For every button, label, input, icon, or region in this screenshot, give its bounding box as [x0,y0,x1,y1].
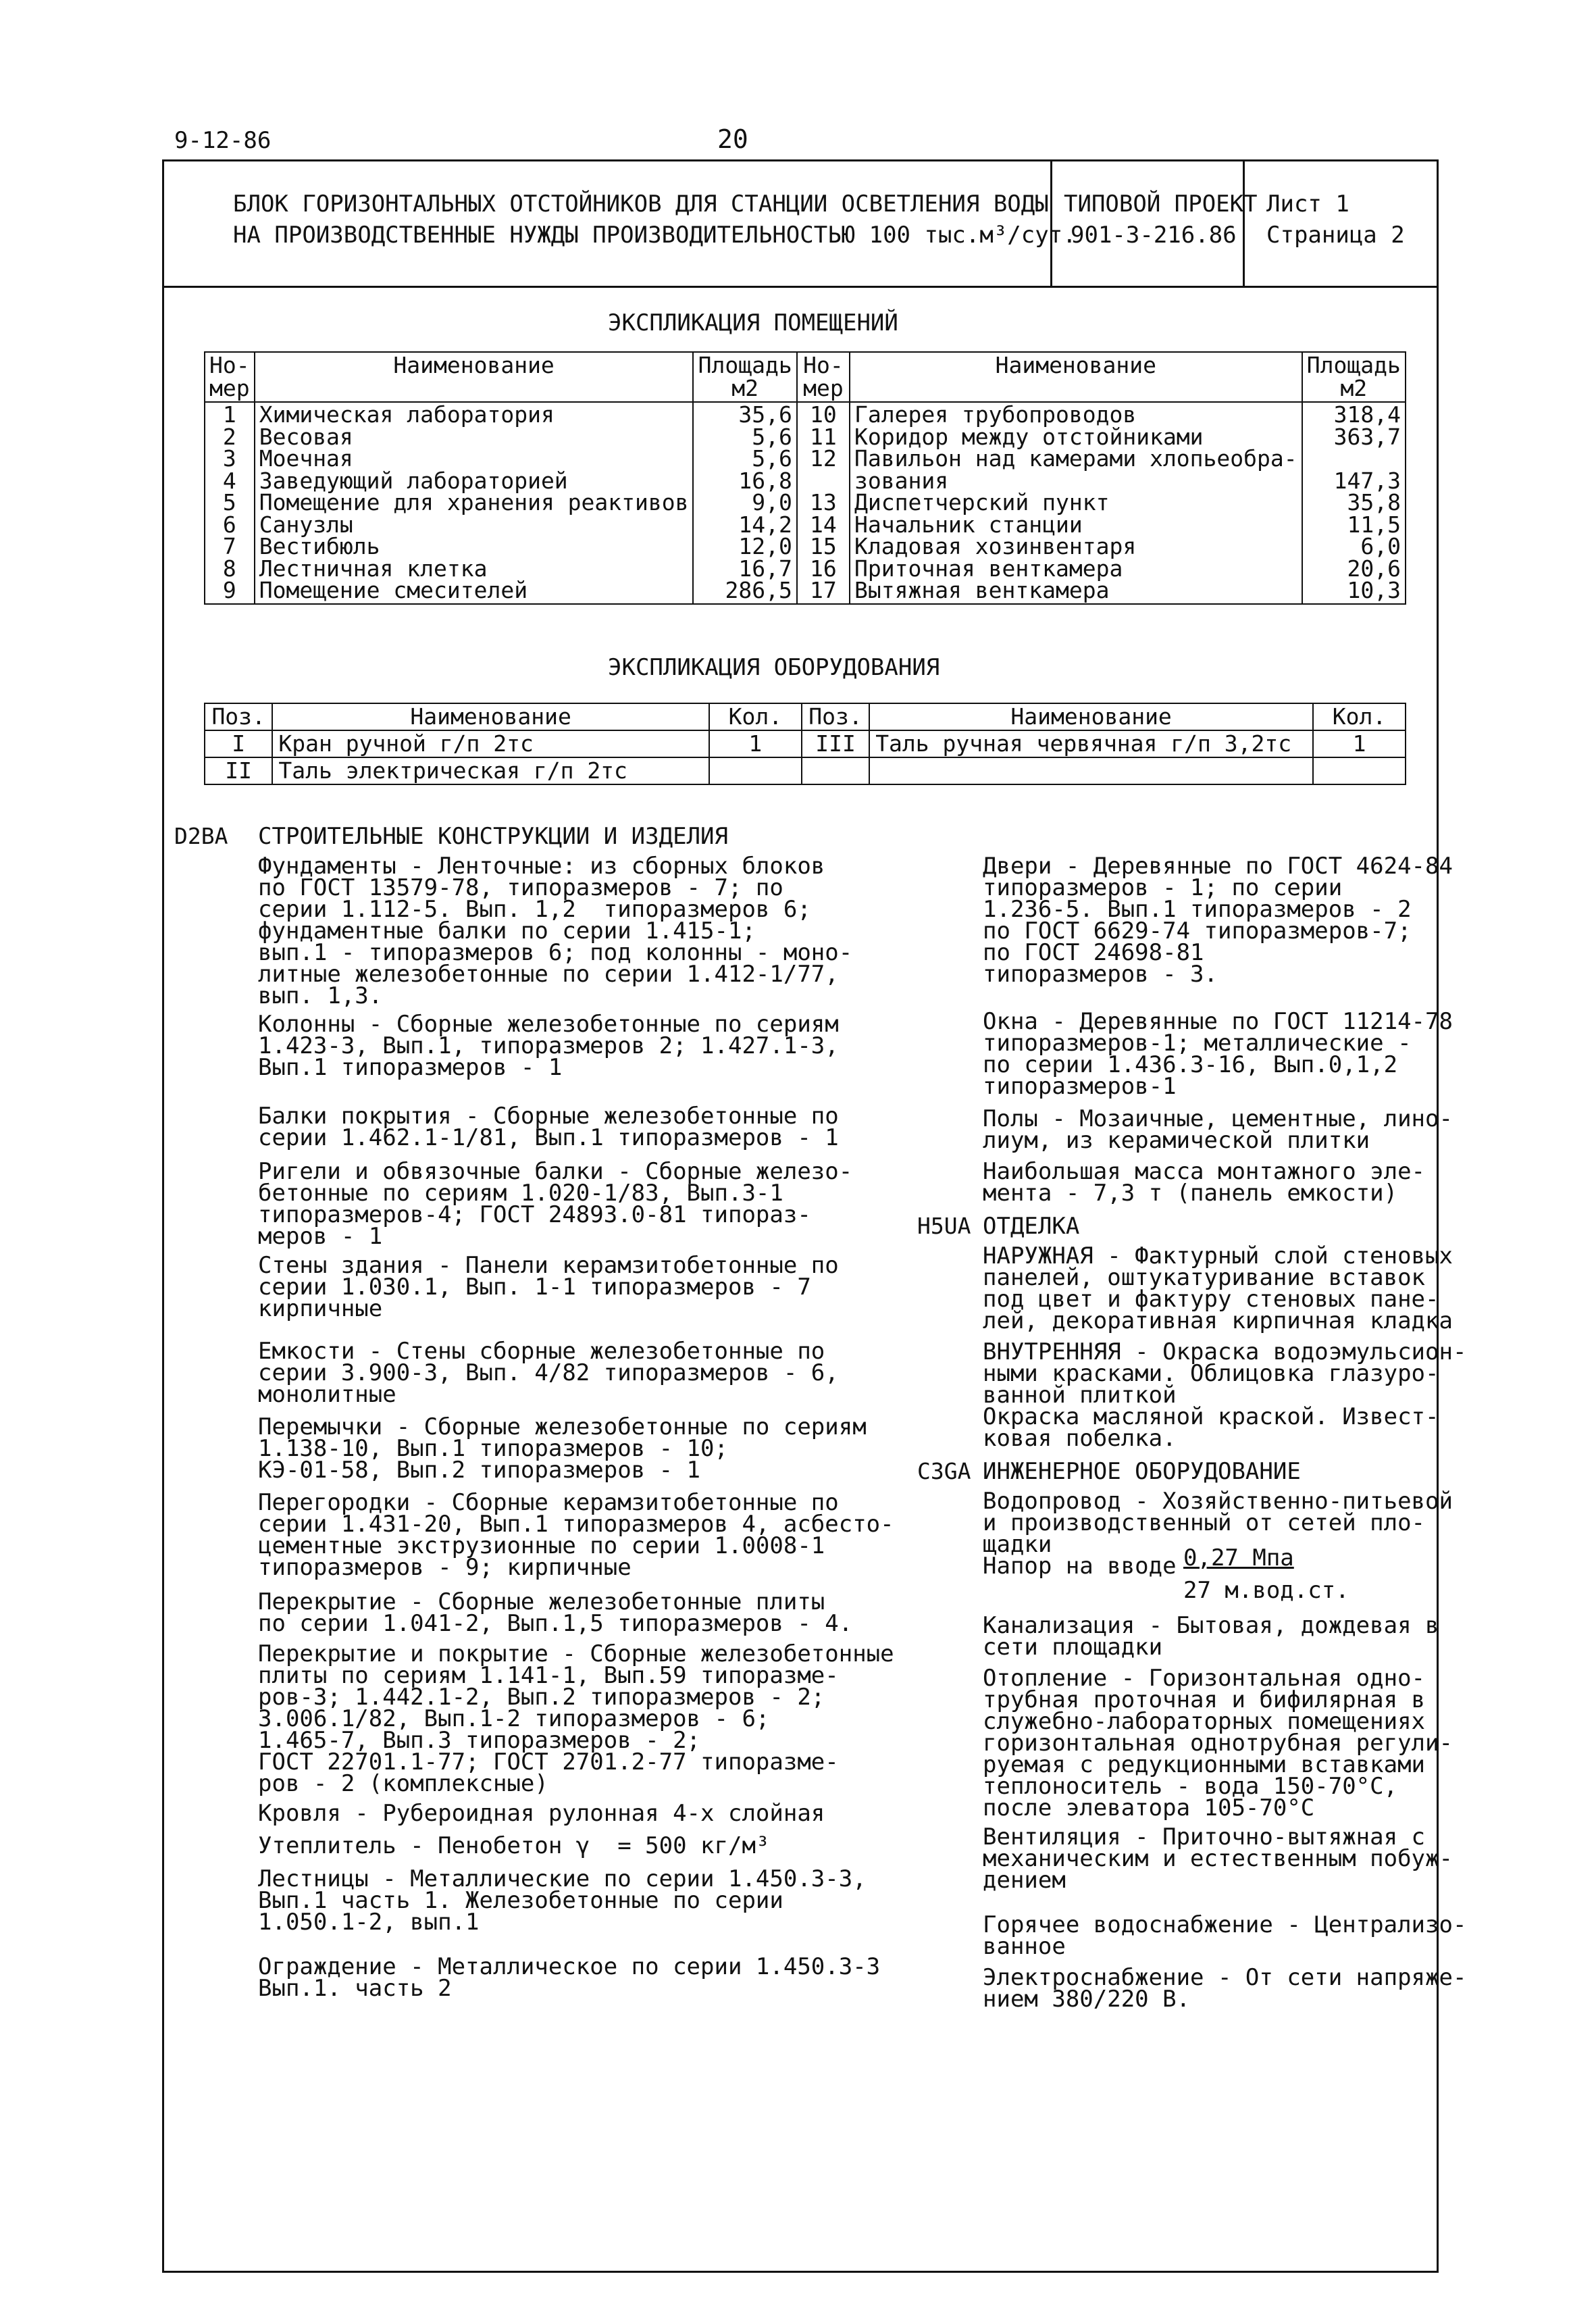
column-header: Но- мер [797,352,850,402]
insulation-text: Утеплитель - Пенобетон γ = 500 кг/м³ [258,1832,770,1859]
table-row [205,757,1406,784]
document-code: 9-12-86 [174,127,272,154]
table-cell: III [802,730,869,757]
project-label: ТИПОВОЙ ПРОЕКТ [1064,191,1258,218]
doors-text: Двери - Деревянные по ГОСТ 4624-84 типоразмеров - 1; по серии 1.236-5. Вып.1 типоразмеров - 2 по ГОСТ 6629-74 типоразмеров-7; по ГОСТ 24698-81 типоразмеров - 3. [983,853,1453,988]
table-cell: 8 [222,555,236,582]
table-cell: Приточная венткамера [854,555,1123,582]
rooms-table-title: ЭКСПЛИКАЦИЯ ПОМЕЩЕНИЙ [608,309,898,336]
equipment-table [204,703,1406,785]
table-cell [869,757,1313,784]
table-row [205,402,1406,604]
table-row [205,730,1406,757]
column-header: Площадь м2 [693,352,796,402]
table-cell: 5,6 [752,445,792,472]
column-header: Наименование [850,352,1302,402]
table-cell: 20,6 [1347,555,1401,582]
table-cell: 2 [222,423,236,450]
table-header-row [205,352,1406,402]
table-cell: Моечная [259,445,353,472]
table-cell: Заведующий лабораторией [259,467,568,494]
table-cell: 16,8 [738,467,792,494]
room-numbers-right [797,402,850,604]
table-cell: 16,7 [738,555,792,582]
table-cell: 12 [810,445,837,472]
table-cell: 1 [1313,730,1406,757]
roof-slabs-text: Перекрытие и покрытие - Сборные железобетонные плиты по сериям 1.141-1, Вып.59 типоразме- ров-3; 1.442.1-2, Вып.2 типоразмеров - 2; 3.006.1/82, Вып.1-2 типоразмеров - 6; 1.465-7, Вып.3 типоразмеров - 2; ГОСТ 22701.1-77; ГОСТ 2701.2-77 типоразме- ров - 2 (комплексные) [258,1640,894,1797]
table-cell: Химическая лаборатория [259,401,555,428]
floors-text: Полы - Мозаичные, цементные, лино- лиум, из керамической плитки [983,1105,1453,1154]
pressure-value-alt: 27 м.вод.ст. [1183,1577,1349,1604]
table-cell: Помещение для хранения реактивов [259,489,689,515]
table-cell: 14,2 [738,511,792,538]
table-cell: 12,0 [738,533,792,559]
table-cell [1307,448,1401,470]
table-cell: Начальник станции [854,511,1083,538]
section-code: D2BA [174,823,228,849]
table-cell: 5 [222,489,236,515]
column-header: Кол. [709,703,802,730]
table-cell: 4 [222,467,236,494]
table-cell: 16 [810,555,837,582]
table-cell: Таль электрическая г/п 2тс [272,757,709,784]
column-header: Кол. [1313,703,1406,730]
engineering-heading: ИНЖЕНЕРНОЕ ОБОРУДОВАНИЕ [983,1458,1301,1485]
walls-text: Стены здания - Панели керамзитобетонные по серии 1.030.1, Вып. 1-1 типоразмеров - 7 кирпичные [258,1252,839,1322]
construction-heading: СТРОИТЕЛЬНЫЕ КОНСТРУКЦИИ И ИЗДЕЛИЯ [258,823,728,850]
room-numbers-left [205,402,255,604]
title-block-divider [1243,159,1245,288]
rooms-table [204,351,1406,605]
table-cell: 6 [222,511,236,538]
floor-slabs-text: Перекрытие - Сборные железобетонные плиты по серии 1.041-2, Вып.1,5 типоразмеров - 4. [258,1588,853,1637]
table-cell: 1 [709,730,802,757]
table-cell: 11 [810,423,837,450]
table-cell: 15 [810,533,837,559]
beams-text: Балки покрытия - Сборные железобетонные по серии 1.462.1-1/81, Вып.1 типоразмеров - 1 [258,1103,839,1151]
table-cell: Санузлы [259,511,353,538]
table-cell: 11,5 [1347,511,1401,538]
room-names-left [255,402,694,604]
section-code: C3GA [917,1458,971,1484]
table-cell [709,757,802,784]
table-cell: Диспетчерский пункт [854,489,1110,515]
ventilation-text: Вентиляция - Приточно-вытяжная с механическим и естественным побуж- дением [983,1823,1453,1894]
table-cell: 7 [222,533,236,559]
water-supply-text: Водопровод - Хозяйственно-питьевой и производственный от сетей пло- щадки [983,1488,1453,1558]
pressure-label: Напор на вводе [983,1553,1177,1580]
table-cell: 10 [810,401,837,428]
table-cell: Вытяжная венткамера [854,577,1110,603]
table-cell: II [205,757,272,784]
table-cell: Вестибюль [259,533,380,559]
table-cell: 318,4 [1333,401,1401,428]
document-title-line2: НА ПРОИЗВОДСТВЕННЫЕ НУЖДЫ ПРОИЗВОДИТЕЛЬНОСТЬЮ 100 тыс.м³/сут. [233,222,1077,249]
foundations-text: Фундаменты - Ленточные: из сборных блоков по ГОСТ 13579-78, типоразмеров - 7; по серии 1.112-5. Вып. 1,2 типоразмеров 6; фундаментные балки по серии 1.415-1; вып.1 - типоразмеров 6; под колонны - моно- литные железобетонные по серии 1.412-1/77, вып. 1,3. [258,853,853,1009]
column-header: Наименование [869,703,1313,730]
table-cell: 1 [222,401,236,428]
table-cell: 3 [222,445,236,472]
column-header: Но- мер [205,352,255,402]
girders-text: Ригели и обвязочные балки - Сборные железо- бетонные по сериям 1.020-1/83, Вып.3-1 типоразмеров-4; ГОСТ 24893.0-81 типораз- меров - 1 [258,1158,853,1250]
table-cell: I [205,730,272,757]
table-cell: 35,6 [738,401,792,428]
room-areas-right [1302,402,1406,604]
table-cell: 35,8 [1347,489,1401,515]
sewer-text: Канализация - Бытовая, дождевая в сети площадки [983,1612,1439,1661]
table-cell: 13 [810,489,837,515]
columns-text: Колонны - Сборные железобетонные по сериям 1.423-3, Вып.1, типоразмеров 2; 1.427.1-3, Вып.1 типоразмеров - 1 [258,1011,839,1081]
fencing-text: Ограждение - Металлическое по серии 1.450.3-3 Вып.1. часть 2 [258,1953,881,2002]
column-header: Наименование [272,703,709,730]
table-cell: 286,5 [725,577,792,603]
table-cell: Весовая [259,423,353,450]
equipment-table-title: ЭКСПЛИКАЦИЯ ОБОРУДОВАНИЯ [608,654,940,681]
table-cell: 9 [222,577,236,603]
table-cell [1313,757,1406,784]
sheet-number: Лист 1 [1266,191,1349,218]
page-frame-bottom [162,2271,1439,2273]
max-mass-text: Наибольшая масса монтажного эле- мента - 7,3 т (панель емкости) [983,1158,1426,1207]
section-code: H5UA [917,1213,971,1239]
table-cell: Павильон над камерами хлопьеобра- [854,445,1297,472]
table-cell: 147,3 [1333,467,1401,494]
table-cell: 363,7 [1333,423,1401,450]
table-header-row [205,703,1406,730]
table-cell: Галерея трубопроводов [854,401,1137,428]
pressure-value: 0,27 Мпа [1183,1544,1294,1571]
column-header: Наименование [255,352,694,402]
table-cell [802,757,869,784]
table-cell: Кран ручной г/п 2тс [272,730,709,757]
column-header: Поз. [802,703,869,730]
finishing-heading: ОТДЕЛКА [983,1213,1080,1240]
table-cell: Помещение смесителей [259,577,528,603]
tanks-text: Емкости - Стены сборные железобетонные по серии 3.900-3, Вып. 4/82 типоразмеров - 6, монолитные [258,1338,839,1408]
project-number: 901-3-216.86 [1071,222,1237,249]
windows-text: Окна - Деревянные по ГОСТ 11214-78 типоразмеров-1; металлические - по серии 1.436.3-16, Вып.0,1,2 типоразмеров-1 [983,1008,1453,1100]
table-cell: Лестничная клетка [259,555,488,582]
finishing-exterior-text: НАРУЖНАЯ - Фактурный слой стеновых панелей, оштукатуривание вставок под цвет и фактуру стеновых пане- лей, декоративная кирпичная кладка [983,1242,1453,1334]
table-cell: 5,6 [752,423,792,450]
sheet-page: Страница 2 [1266,222,1405,249]
partitions-text: Перегородки - Сборные керамзитобетонные по серии 1.431-20, Вып.1 типоразмеров 4, асбесто- цементные экструзионные по серии 1.0008-1 типоразмеров - 9; кирпичные [258,1489,894,1581]
table-cell: зования [854,467,949,494]
room-names-right [850,402,1302,604]
power-supply-text: Электроснабжение - От сети напряже- нием 380/220 В. [983,1964,1467,2013]
column-header: Площадь м2 [1302,352,1406,402]
table-cell: Кладовая хозинвентаря [854,533,1137,559]
table-cell: Таль ручная червячная г/п 3,2тс [869,730,1313,757]
lintels-text: Перемычки - Сборные железобетонные по сериям 1.138-10, Вып.1 типоразмеров - 10; КЭ-01-58, Вып.2 типоразмеров - 1 [258,1413,867,1484]
finishing-interior-text: ВНУТРЕННЯЯ - Окраска водоэмульсион- ными красками. Облицовка глазуро- ванной плиткой Окраска масляной краской. Извест- ковая побелка. [983,1338,1467,1452]
table-cell: 10,3 [1347,577,1401,603]
roofing-text: Кровля - Рубероидная рулонная 4-х слойная [258,1800,825,1827]
heating-text: Отопление - Горизонтальная одно- трубная проточная и бифилярная в служебно-лабораторных помещениях горизонтальная однотрубная регули- руемая с редукционными вставками теплоноситель - вода 150-70°С, после элеватора 105-70°С [983,1665,1453,1821]
table-cell: Коридор между отстойниками [854,423,1204,450]
table-cell: 17 [810,577,837,603]
hot-water-text: Горячее водоснабжение - Централизо- ванное [983,1911,1467,1960]
page-frame-left [162,288,164,2273]
column-header: Поз. [205,703,272,730]
room-areas-left [693,402,796,604]
table-cell: 6,0 [1360,533,1401,559]
page-number: 20 [717,124,748,154]
table-cell: 14 [810,511,837,538]
document-title-line1: БЛОК ГОРИЗОНТАЛЬНЫХ ОТСТОЙНИКОВ ДЛЯ СТАНЦИИ ОСВЕТЛЕНИЯ ВОДЫ [233,191,1049,218]
stairs-text: Лестницы - Металлические по серии 1.450.3-3, Вып.1 часть 1. Железобетонные по серии 1.050.1-2, вып.1 [258,1865,867,1936]
table-cell: 9,0 [752,489,792,515]
